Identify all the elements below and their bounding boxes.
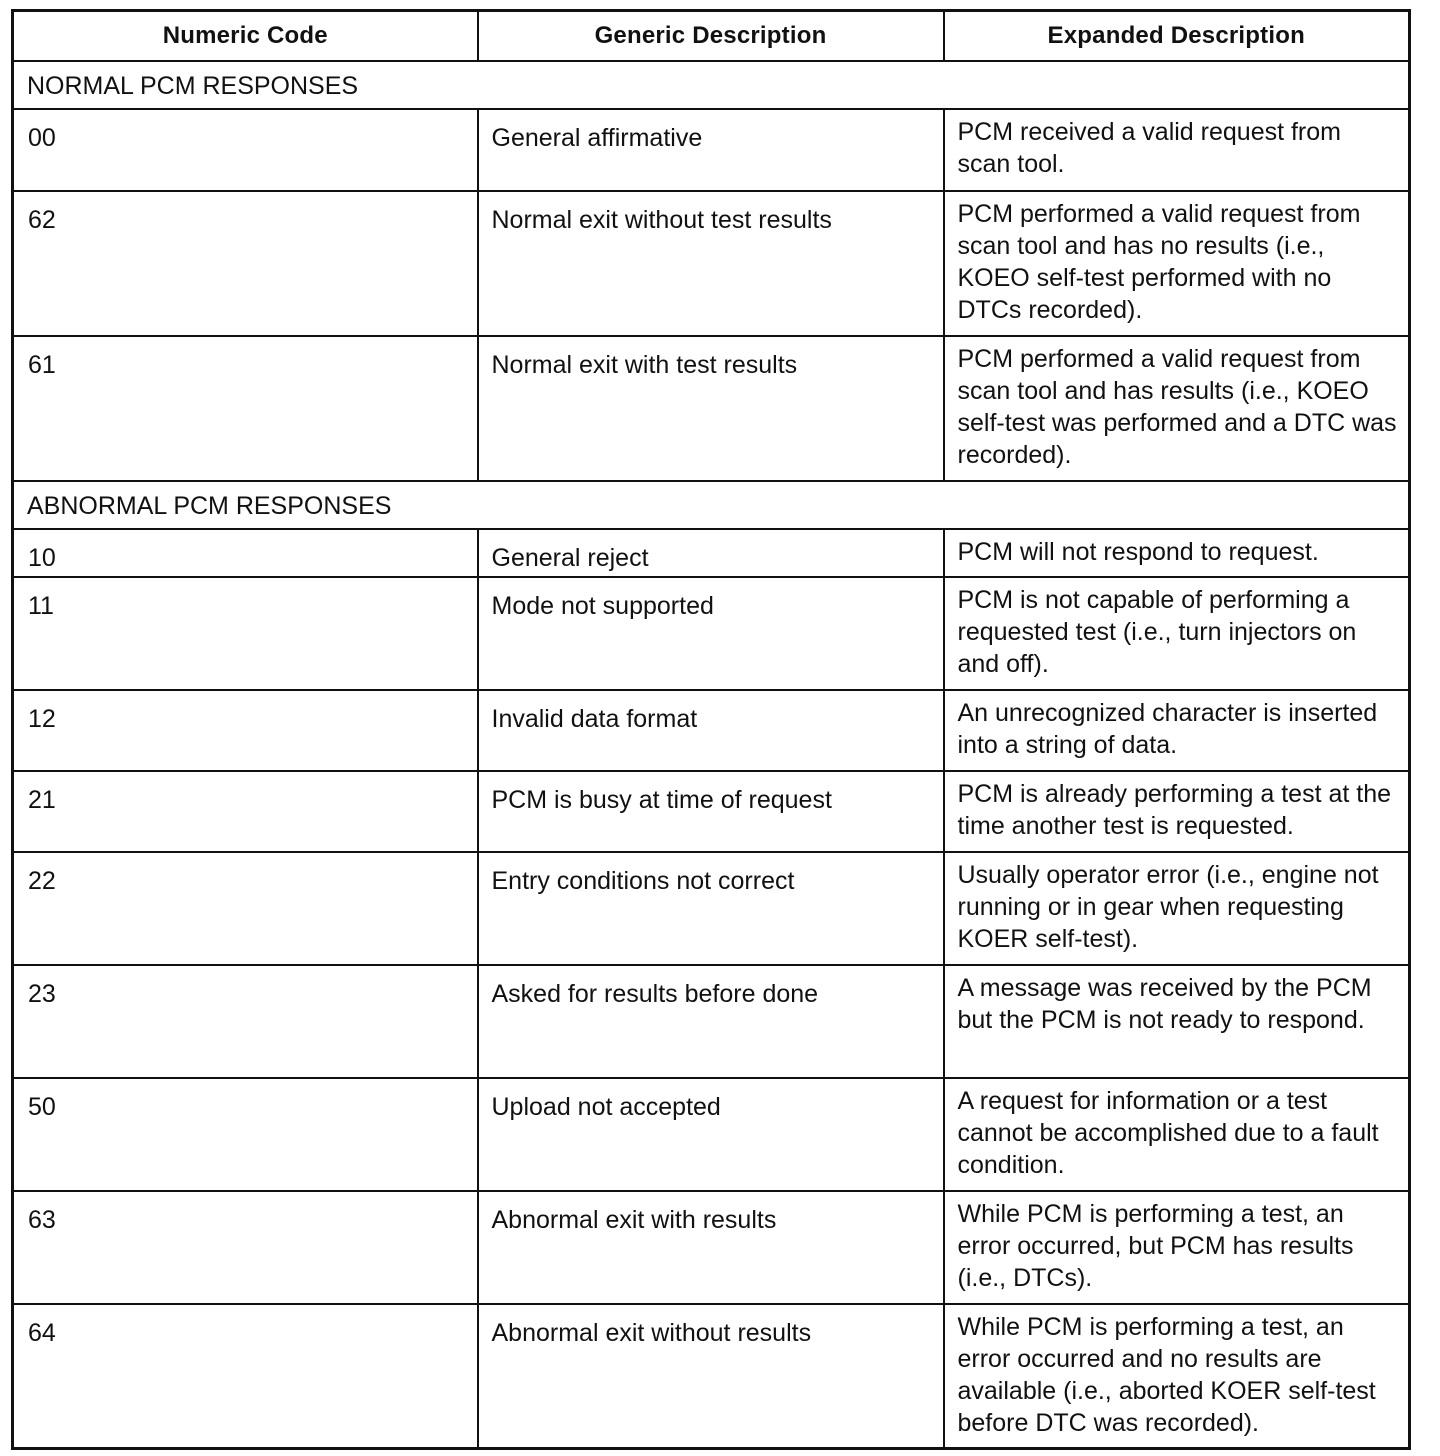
expanded-description-cell: While PCM is performing a test, an error occurred, but PCM has results (i.e., DTCs). bbox=[944, 1191, 1410, 1304]
section-row-normal bbox=[13, 61, 1410, 109]
numeric-code-cell: 61 bbox=[13, 336, 478, 481]
table-row bbox=[13, 965, 1410, 1078]
numeric-code-cell: 00 bbox=[13, 109, 478, 191]
table-row bbox=[13, 336, 1410, 481]
generic-description-cell: Entry conditions not correct bbox=[478, 852, 944, 965]
generic-description-cell: Abnormal exit without results bbox=[478, 1304, 944, 1448]
expanded-description-cell: A request for information or a test cannot be accomplished due to a fault condition. bbox=[944, 1078, 1410, 1191]
table-row bbox=[13, 529, 1410, 577]
generic-description-cell: Upload not accepted bbox=[478, 1078, 944, 1191]
generic-description-cell: Mode not supported bbox=[478, 577, 944, 690]
numeric-code-cell: 11 bbox=[13, 577, 478, 690]
header-expanded-description: Expanded Description bbox=[944, 11, 1410, 62]
generic-description-cell: Normal exit with test results bbox=[478, 336, 944, 481]
table-row bbox=[13, 852, 1410, 965]
table-body bbox=[13, 61, 1410, 1448]
numeric-code-cell: 63 bbox=[13, 1191, 478, 1304]
generic-description-cell: General reject bbox=[478, 529, 944, 577]
expanded-description-cell: PCM will not respond to request. bbox=[944, 529, 1410, 577]
table-row bbox=[13, 109, 1410, 191]
numeric-code-cell: 12 bbox=[13, 690, 478, 771]
expanded-description-cell: PCM received a valid request from scan tool. bbox=[944, 109, 1410, 191]
table-row bbox=[13, 690, 1410, 771]
expanded-description-cell: A message was received by the PCM but the PCM is not ready to respond. bbox=[944, 965, 1410, 1078]
expanded-description-cell: An unrecognized character is inserted into a string of data. bbox=[944, 690, 1410, 771]
header-generic-description: Generic Description bbox=[478, 11, 944, 62]
section-title: ABNORMAL PCM RESPONSES bbox=[13, 481, 1410, 529]
numeric-code-cell: 23 bbox=[13, 965, 478, 1078]
table-row bbox=[13, 1304, 1410, 1448]
numeric-code-cell: 10 bbox=[13, 529, 478, 577]
table-row bbox=[13, 771, 1410, 852]
header-row bbox=[13, 11, 1410, 62]
generic-description-cell: PCM is busy at time of request bbox=[478, 771, 944, 852]
table-row bbox=[13, 191, 1410, 336]
numeric-code-cell: 62 bbox=[13, 191, 478, 336]
expanded-description-cell: While PCM is performing a test, an error occurred and no results are available (i.e., aborted KOER self-test before DTC was recorded). bbox=[944, 1304, 1410, 1448]
generic-description-cell: Normal exit without test results bbox=[478, 191, 944, 336]
pcm-response-codes-table bbox=[11, 9, 1411, 1450]
generic-description-cell: Abnormal exit with results bbox=[478, 1191, 944, 1304]
generic-description-cell: Asked for results before done bbox=[478, 965, 944, 1078]
table-row bbox=[13, 1078, 1410, 1191]
generic-description-cell: Invalid data format bbox=[478, 690, 944, 771]
expanded-description-cell: PCM is already performing a test at the time another test is requested. bbox=[944, 771, 1410, 852]
expanded-description-cell: Usually operator error (i.e., engine not running or in gear when requesting KOER self-test). bbox=[944, 852, 1410, 965]
section-title: NORMAL PCM RESPONSES bbox=[13, 61, 1410, 109]
table-header bbox=[13, 11, 1410, 62]
numeric-code-cell: 22 bbox=[13, 852, 478, 965]
table-row bbox=[13, 1191, 1410, 1304]
table-row bbox=[13, 577, 1410, 690]
generic-description-cell: General affirmative bbox=[478, 109, 944, 191]
numeric-code-cell: 50 bbox=[13, 1078, 478, 1191]
expanded-description-cell: PCM performed a valid request from scan tool and has no results (i.e., KOEO self-test performed with no DTCs recorded). bbox=[944, 191, 1410, 336]
numeric-code-cell: 21 bbox=[13, 771, 478, 852]
header-numeric-code: Numeric Code bbox=[13, 11, 478, 62]
expanded-description-cell: PCM performed a valid request from scan tool and has results (i.e., KOEO self-test was performed and a DTC was recorded). bbox=[944, 336, 1410, 481]
section-row-abnormal bbox=[13, 481, 1410, 529]
expanded-description-cell: PCM is not capable of performing a requested test (i.e., turn injectors on and off). bbox=[944, 577, 1410, 690]
numeric-code-cell: 64 bbox=[13, 1304, 478, 1448]
